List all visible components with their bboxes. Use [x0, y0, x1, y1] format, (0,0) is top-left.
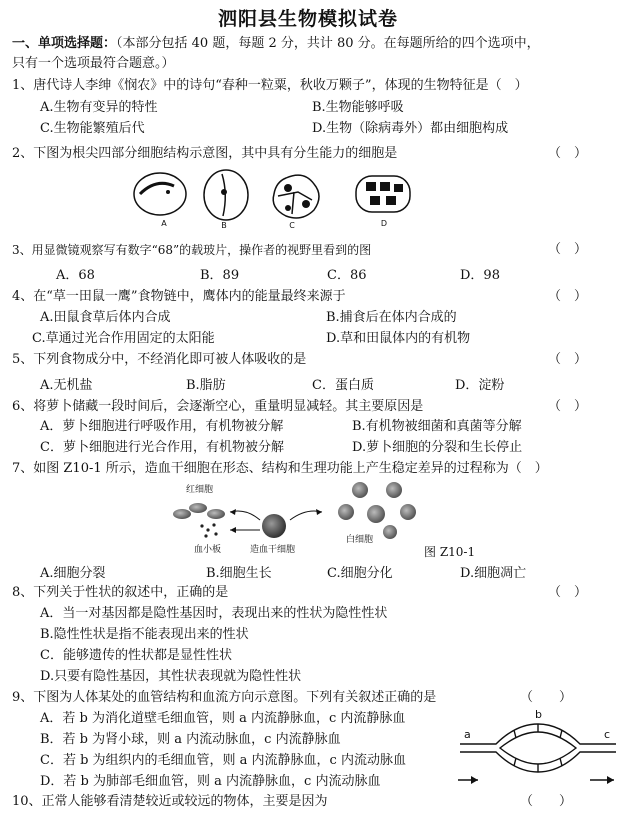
q4-option-d: D.草和田鼠体内的有机物	[326, 331, 471, 346]
cell-c-outline	[273, 175, 319, 218]
q1-stem: 1、唐代诗人李绅《悯农》中的诗句“春种一粒粟，秋收万颗子”，体现的生物特征是（ ）	[12, 78, 528, 93]
red-cell	[207, 509, 225, 519]
q9-option-a: A．若 b 为消化道壁毛细血管，则 a 内流静脉血，c 内流静脉血	[40, 711, 406, 726]
white-blood-cells	[338, 482, 416, 539]
fig-label-c: C	[289, 221, 295, 230]
q4-option-a: A.田鼠食草后体内合成	[40, 310, 171, 325]
red-cell	[173, 509, 191, 519]
cell-c-nucleus-3	[285, 205, 291, 211]
q4-option-c: C.草通过光合作用固定的太阳能	[32, 331, 215, 346]
q8-stem: 8、下列关于性状的叙述中，正确的是	[12, 585, 229, 600]
red-blood-cells	[173, 503, 225, 519]
cell-a-nucleus	[166, 190, 170, 194]
red-cell	[189, 503, 207, 513]
q9-option-c: C．若 b 为组织内的毛细血管，则 a 内流静脉血，c 内流动脉血	[40, 753, 406, 768]
platelets	[200, 523, 217, 537]
q5-option-a: A.无机盐	[40, 378, 93, 393]
q5-stem: 5、下列食物成分中，不经消化即可被人体吸收的是	[12, 352, 307, 367]
q7-option-d: D.细胞凋亡	[460, 566, 527, 581]
q3-stem: 3、用显微镜观察写有数字“68”的载玻片，操作者的视野里看到的图	[12, 243, 372, 257]
platelet	[214, 532, 217, 535]
q8-option-d: D.只要有隐性基因，其性状表现就为隐性性状	[40, 669, 302, 684]
cell-c-nucleus-2	[302, 200, 310, 208]
cell-d-block-1	[366, 182, 376, 191]
capillary-links	[514, 724, 562, 772]
stem-cell	[262, 514, 286, 538]
q7-figure-caption: 图 Z10-1	[424, 545, 476, 559]
q10-bracket: （ ）	[520, 794, 573, 809]
white-cell	[400, 504, 416, 520]
q5-option-d: D．淀粉	[455, 378, 505, 393]
white-cell	[338, 504, 354, 520]
page-title: 泗阳县生物模拟试卷	[218, 8, 399, 30]
section-intro-line-2: 只有一个选项最符合题意。）	[12, 56, 175, 71]
arrowhead	[230, 509, 236, 515]
fig-label-b: B	[221, 221, 227, 230]
section-intro-text: （本部分包括 40 题，每题 2 分，共计 80 分。在每题所给的四个选项中，	[116, 36, 540, 51]
q3-option-a: A．68	[56, 268, 95, 283]
q3-option-d: D．98	[460, 268, 500, 283]
white-cell	[386, 482, 402, 498]
q2-bracket: （ ）	[548, 146, 588, 161]
fig-label-stem-cell: 造血干细胞	[250, 545, 296, 555]
cell-d-block-4	[370, 196, 380, 205]
q6-option-d: D.萝卜细胞的分裂和生长停止	[352, 440, 523, 455]
arrowhead	[607, 776, 614, 784]
q10-stem: 10、正常人能够看清楚较近或较远的物体，主要是因为	[12, 794, 328, 809]
section-intro-line-1	[12, 36, 540, 52]
arrowhead	[316, 509, 322, 515]
q3-bracket: （ ）	[548, 242, 588, 257]
q3-option-c: C．86	[327, 268, 367, 283]
q6-stem: 6、将萝卜储藏一段时间后，会逐渐空心，重量明显减轻。其主要原因是	[12, 399, 424, 414]
platelet	[204, 534, 207, 537]
q1-option-a: A.生物有变异的特性	[40, 100, 158, 115]
q2-stem: 2、下图为根尖四部分细胞结构示意图，其中具有分生能力的细胞是	[12, 146, 398, 161]
section-heading: 一、单项选择题：	[12, 36, 117, 51]
q1-option-c: C.生物能繁殖后代	[40, 121, 145, 136]
fig-label-red-cell: 红细胞	[186, 485, 214, 495]
platelet	[212, 523, 215, 526]
q5-option-c: C．蛋白质	[312, 378, 374, 393]
blood-vessel-figure	[456, 708, 618, 788]
q9-stem: 9、下图为人体某处的血管结构和血流方向示意图。下列有关叙述正确的是	[12, 690, 437, 705]
fig-label-b: b	[535, 708, 542, 721]
cell-d-outline	[356, 176, 410, 212]
q8-bracket: （ ）	[548, 585, 588, 600]
q9-option-b: B．若 b 为肾小球，则 a 内流动脉血，c 内流静脉血	[40, 732, 341, 747]
platelet	[206, 528, 209, 531]
q4-stem: 4、在“草一田鼠一鹰”食物链中，鹰体内的能量最终来源于	[12, 289, 346, 304]
cell-d-block-3	[394, 184, 403, 192]
q7-option-c: C.细胞分化	[327, 566, 393, 581]
q7-option-b: B.细胞生长	[206, 566, 272, 581]
arrowhead	[471, 776, 478, 784]
q1-option-b: B.生物能够呼吸	[312, 100, 404, 115]
arrowhead	[230, 527, 236, 533]
vessel-network	[458, 724, 616, 780]
q6-option-a: A．萝卜细胞进行呼吸作用，有机物被分解	[40, 419, 284, 434]
q9-option-d: D．若 b 为肺部毛细血管，则 a 内流静脉血，c 内流动脉血	[40, 774, 381, 789]
white-cell	[383, 525, 397, 539]
cell-c-nucleus-1	[284, 184, 292, 192]
fig-label-a: A	[161, 219, 167, 228]
stem-cell-differentiation-figure	[172, 480, 432, 558]
q3-option-b: B．89	[200, 268, 240, 283]
capillary-loop	[500, 732, 576, 764]
fig-label-d: D	[380, 219, 388, 228]
q7-option-a: A.细胞分裂	[40, 566, 106, 581]
q7-stem: 7、如图 Z10-1 所示，造血干细胞在形态、结构和生理功能上产生稳定差异的过程称为（ ）	[12, 461, 548, 476]
q5-bracket: （ ）	[548, 352, 588, 367]
fig-label-platelet: 血小板	[194, 545, 222, 555]
white-cell	[352, 482, 368, 498]
q1-option-d: D.生物（除病毒外）都由细胞构成	[312, 121, 509, 136]
q4-bracket: （ ）	[548, 289, 588, 304]
q6-option-c: C．萝卜细胞进行光合作用，有机物被分解	[40, 440, 284, 455]
cell-d-block-2	[380, 182, 390, 191]
white-cell	[367, 505, 385, 523]
q8-option-c: C．能够遗传的性状都是显性性状	[40, 648, 232, 663]
q5-option-b: B.脂肪	[186, 378, 226, 393]
fig-label-white-cell: 白细胞	[346, 535, 374, 545]
platelet	[200, 524, 203, 527]
cell-b-wall	[222, 174, 225, 216]
q6-option-b: B.有机物被细菌和真菌等分解	[352, 419, 522, 434]
q6-bracket: （ ）	[548, 399, 588, 414]
root-tip-cells-figure	[128, 168, 428, 232]
fig-label-a: a	[464, 728, 471, 741]
cell-b-nucleus	[221, 189, 227, 195]
q4-option-b: B.捕食后在体内合成的	[326, 310, 457, 325]
q8-option-b: B.隐性性状是指不能表现出来的性状	[40, 627, 249, 642]
q8-option-a: A．当一对基因都是隐性基因时，表现出来的性状为隐性性状	[40, 606, 388, 621]
q9-bracket: （ ）	[520, 690, 573, 705]
fig-label-c: c	[604, 728, 611, 741]
cell-d-block-5	[386, 196, 396, 205]
